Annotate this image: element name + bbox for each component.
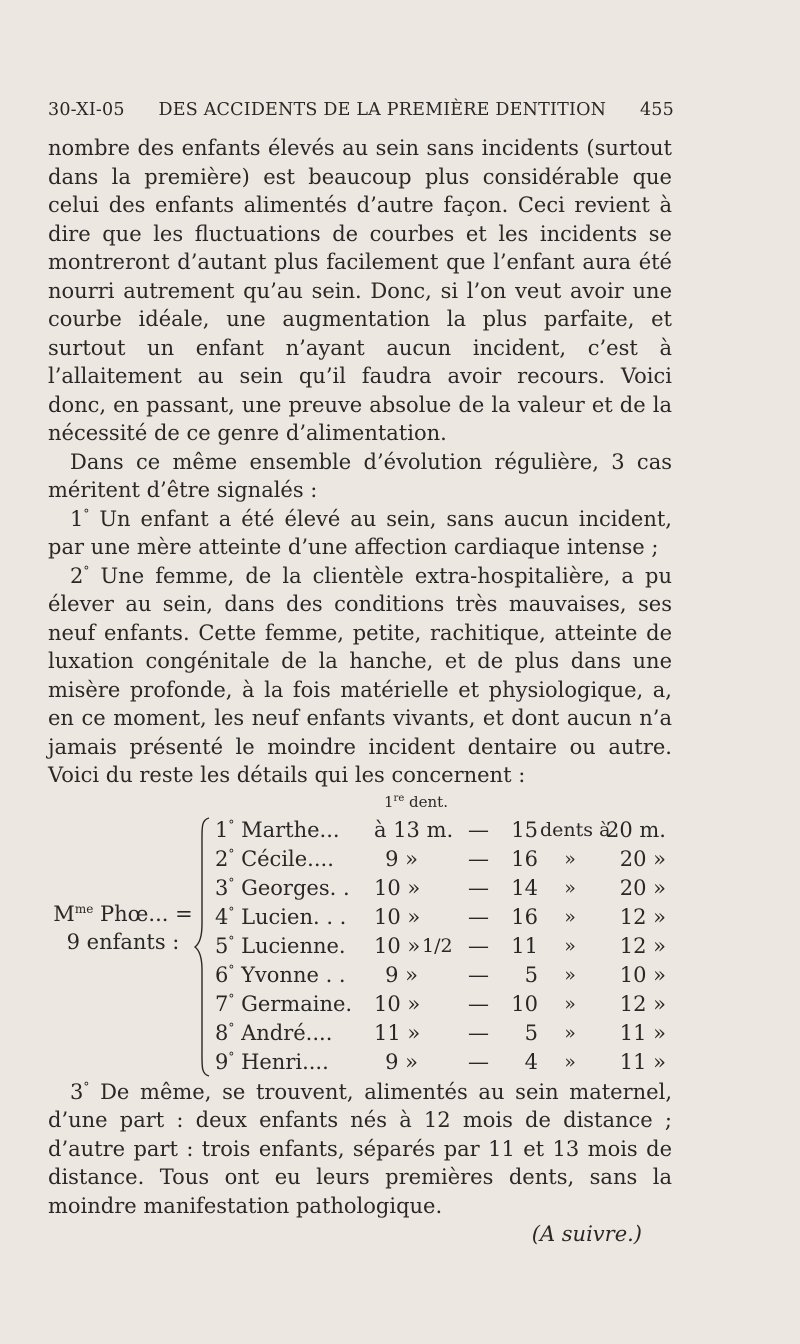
ditto-mark: » [564, 963, 576, 986]
tooth-count: 5 [524, 962, 538, 987]
child-name: 6° Yvonne . . [215, 962, 346, 987]
first-tooth-age: à 13 m. [374, 817, 454, 842]
child-name: 5° Lucienne. [215, 933, 346, 958]
ditto-mark: » [564, 934, 576, 957]
first-tooth-age: 9 » [385, 962, 418, 987]
tooth-count: 4 [524, 1049, 538, 1074]
ditto-mark: » [564, 992, 576, 1015]
tooth-count: 15 [511, 817, 538, 842]
case-2-text: Une femme, de la clientèle extra-hospitalière, a pu élever au sein, dans des conditions très mauvaises, ses neuf enfants. Cette femme, petite, rachitique, atteinte de luxation congénitale de la hanche, et de plus dans une misère profonde, à la fois matérielle et physiologique, a, en ce moment, les neuf enfants vivants, et dont aucun n’a jamais présenté le moindre incident dentaire ou autre. Voici du reste les détails qui les concernent : [48, 563, 672, 787]
first-tooth-age: 10 » [374, 904, 421, 929]
mother-label: $M^{me}$ Phœ... = 9 enfants : [53, 901, 193, 954]
degree-sign: ° [83, 1079, 90, 1094]
first-tooth-age: 9 » [385, 1049, 418, 1074]
tooth-count: 14 [511, 875, 538, 900]
ditto-mark: » [564, 876, 576, 899]
child-name: 4° Lucien. . . [215, 904, 347, 929]
count-age: 11 » [619, 1049, 666, 1074]
dash: — [468, 846, 489, 871]
main-text [48, 134, 672, 1249]
ditto-mark: » [564, 905, 576, 928]
tooth-count: 5 [524, 1020, 538, 1045]
column-header: 1re dent. [384, 792, 448, 811]
child-name: 1° Marthe... [215, 817, 340, 842]
count-age: 20 m. [606, 817, 666, 842]
dash: — [468, 875, 489, 900]
tooth-count: 11 [511, 933, 538, 958]
child-name: 7° Germaine. [215, 991, 353, 1016]
tooth-count: 16 [511, 904, 538, 929]
count-age: 10 » [619, 962, 666, 987]
child-name: 8° André.... [215, 1020, 333, 1045]
ditto-mark: » [564, 847, 576, 870]
tooth-count: 10 [511, 991, 538, 1016]
age-fraction: 1/2 [422, 934, 453, 957]
dash: — [468, 1020, 489, 1045]
dash: — [468, 1049, 489, 1074]
count-age: 20 » [619, 846, 666, 871]
dash: — [468, 991, 489, 1016]
case-1-text: Un enfant a été élevé au sein, sans aucun incident, par une mère atteinte d’une affection cardiaque intense ; [48, 506, 672, 559]
paragraph-4 [48, 562, 672, 790]
count-age: 20 » [619, 875, 666, 900]
curly-brace-icon [193, 816, 213, 1078]
header-title: DES ACCIDENTS DE LA PREMIÈRE DENTITION [158, 100, 607, 120]
count-age: 12 » [619, 991, 666, 1016]
tooth-count: 16 [511, 846, 538, 871]
paragraph-2: Dans ce même ensemble d’évolution régulière, 3 cas méritent d’être signalés : [48, 449, 672, 502]
dash: — [468, 933, 489, 958]
case-3-number: 3 [70, 1079, 84, 1104]
paragraph-3 [48, 505, 672, 562]
children-table [48, 792, 672, 1078]
child-name: 3° Georges. . [215, 875, 350, 900]
paragraph-1: nombre des enfants élevés au sein sans incidents (surtout dans la première) est beaucoup plus considérable que celui des enfants alimentés d’autre façon. Ceci revient à dire que les fluctuations de courbes et les incidents se montreront d’autant plus facilement que l’enfant aura été nourri autrement qu’au sein. Donc, si l’on veut avoir une courbe idéale, une augmentation la plus parfaite, et surtout un enfant n’ayant aucun incident, c’est à l’allaitement au sein qu’il faudra avoir recours. Voici donc, en passant, une preuve absolue de la valeur et de la nécessité de ce genre d’alimentation. [48, 136, 672, 445]
to-be-continued: (A suivre.) [531, 1222, 642, 1246]
dash: — [468, 962, 489, 987]
dash: — [468, 817, 489, 842]
running-header [48, 100, 674, 120]
first-tooth-age: 10 » [374, 933, 421, 958]
paragraph-5 [48, 1078, 672, 1221]
page-number: 455 [639, 100, 674, 120]
header-date: 30-XI-05 [48, 100, 125, 120]
first-tooth-age: 10 » [374, 991, 421, 1016]
degree-sign: ° [83, 563, 90, 578]
ditto-mark: » [564, 1050, 576, 1073]
degree-sign: ° [83, 506, 90, 521]
count-age: 12 » [619, 904, 666, 929]
count-age: 11 » [619, 1020, 666, 1045]
first-tooth-age: 9 » [385, 846, 418, 871]
ditto-mark: dents à [540, 818, 611, 841]
child-name: 9° Henri.... [215, 1049, 329, 1074]
ditto-mark: » [564, 1021, 576, 1044]
case-3-text: De même, se trouvent, alimentés au sein maternel, d’une part : deux enfants nés à 12 mois de distance ; d’autre part : trois enfants, séparés par 11 et 13 mois de distance. Tous ont eu leurs premières dents, sans la moindre manifestation pathologique. [48, 1079, 672, 1218]
count-age: 12 » [619, 933, 666, 958]
dash: — [468, 904, 489, 929]
case-2-number: 2 [70, 563, 84, 588]
first-tooth-age: 10 » [374, 875, 421, 900]
child-name: 2° Cécile.... [215, 846, 334, 871]
first-tooth-age: 11 » [374, 1020, 421, 1045]
case-1-number: 1 [70, 506, 84, 531]
